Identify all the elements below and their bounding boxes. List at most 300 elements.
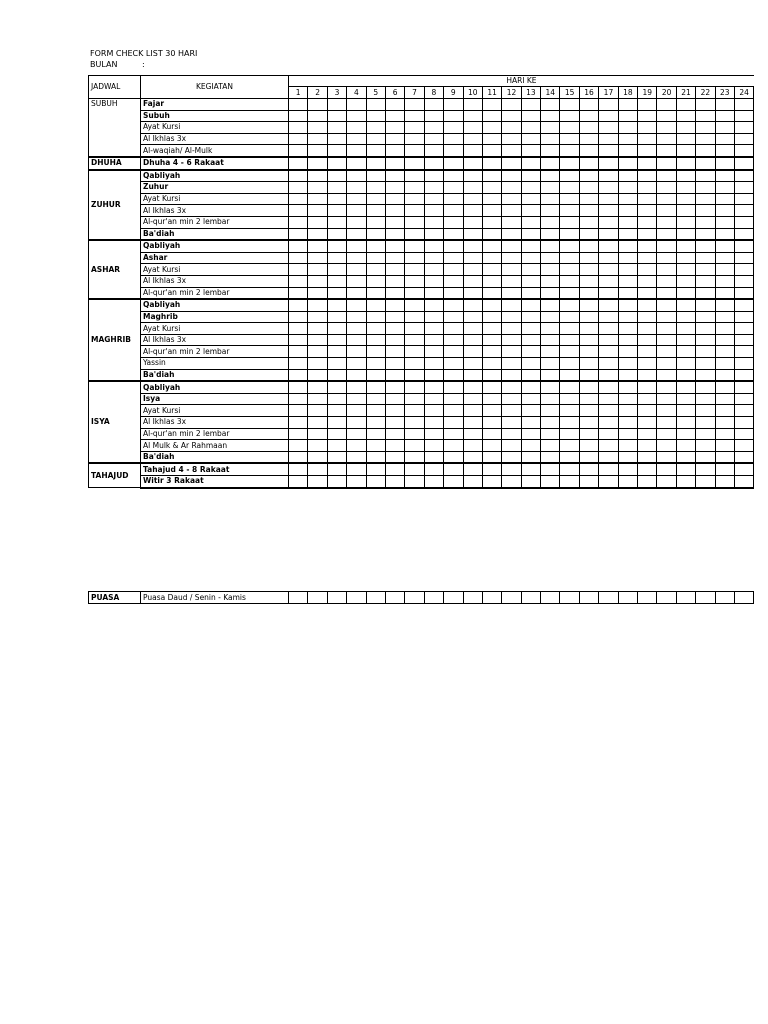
check-cell[interactable]	[463, 463, 482, 475]
check-cell[interactable]	[734, 133, 753, 145]
check-cell[interactable]	[696, 358, 715, 370]
check-cell[interactable]	[599, 252, 618, 264]
check-cell[interactable]	[657, 216, 676, 228]
check-cell[interactable]	[715, 99, 734, 111]
check-cell[interactable]	[715, 334, 734, 346]
check-cell[interactable]	[676, 240, 695, 252]
check-cell[interactable]	[366, 205, 385, 217]
check-cell[interactable]	[657, 240, 676, 252]
check-cell[interactable]	[327, 417, 346, 429]
check-cell[interactable]	[463, 323, 482, 335]
check-cell[interactable]	[502, 216, 521, 228]
check-cell[interactable]	[327, 358, 346, 370]
check-cell[interactable]	[676, 145, 695, 157]
check-cell[interactable]	[541, 205, 560, 217]
check-cell[interactable]	[618, 451, 637, 463]
check-cell[interactable]	[366, 463, 385, 475]
check-cell[interactable]	[560, 451, 579, 463]
check-cell[interactable]	[579, 275, 598, 287]
check-cell[interactable]	[366, 240, 385, 252]
check-cell[interactable]	[444, 193, 463, 205]
check-cell[interactable]	[715, 369, 734, 381]
check-cell[interactable]	[308, 133, 327, 145]
check-cell[interactable]	[424, 287, 443, 299]
check-cell[interactable]	[734, 417, 753, 429]
check-cell[interactable]	[444, 592, 463, 604]
check-cell[interactable]	[424, 440, 443, 452]
check-cell[interactable]	[638, 592, 657, 604]
check-cell[interactable]	[676, 346, 695, 358]
check-cell[interactable]	[444, 99, 463, 111]
check-cell[interactable]	[289, 110, 308, 122]
check-cell[interactable]	[638, 228, 657, 240]
check-cell[interactable]	[366, 252, 385, 264]
check-cell[interactable]	[347, 110, 366, 122]
check-cell[interactable]	[696, 451, 715, 463]
check-cell[interactable]	[385, 110, 404, 122]
check-cell[interactable]	[327, 451, 346, 463]
check-cell[interactable]	[676, 157, 695, 170]
check-cell[interactable]	[734, 228, 753, 240]
check-cell[interactable]	[579, 369, 598, 381]
check-cell[interactable]	[696, 110, 715, 122]
check-cell[interactable]	[676, 358, 695, 370]
check-cell[interactable]	[289, 157, 308, 170]
check-cell[interactable]	[327, 440, 346, 452]
check-cell[interactable]	[405, 182, 424, 194]
check-cell[interactable]	[327, 476, 346, 488]
check-cell[interactable]	[502, 99, 521, 111]
check-cell[interactable]	[599, 428, 618, 440]
check-cell[interactable]	[715, 476, 734, 488]
check-cell[interactable]	[289, 417, 308, 429]
check-cell[interactable]	[560, 311, 579, 323]
check-cell[interactable]	[463, 228, 482, 240]
check-cell[interactable]	[521, 451, 540, 463]
check-cell[interactable]	[541, 299, 560, 311]
check-cell[interactable]	[482, 369, 501, 381]
check-cell[interactable]	[327, 369, 346, 381]
check-cell[interactable]	[657, 252, 676, 264]
check-cell[interactable]	[327, 240, 346, 252]
check-cell[interactable]	[696, 393, 715, 405]
check-cell[interactable]	[327, 405, 346, 417]
check-cell[interactable]	[405, 133, 424, 145]
check-cell[interactable]	[289, 334, 308, 346]
check-cell[interactable]	[289, 405, 308, 417]
check-cell[interactable]	[638, 393, 657, 405]
check-cell[interactable]	[599, 193, 618, 205]
check-cell[interactable]	[734, 170, 753, 182]
check-cell[interactable]	[560, 252, 579, 264]
check-cell[interactable]	[638, 193, 657, 205]
check-cell[interactable]	[657, 334, 676, 346]
check-cell[interactable]	[385, 228, 404, 240]
check-cell[interactable]	[638, 334, 657, 346]
check-cell[interactable]	[541, 252, 560, 264]
check-cell[interactable]	[599, 358, 618, 370]
check-cell[interactable]	[560, 205, 579, 217]
check-cell[interactable]	[385, 346, 404, 358]
check-cell[interactable]	[560, 264, 579, 276]
check-cell[interactable]	[541, 145, 560, 157]
check-cell[interactable]	[560, 299, 579, 311]
check-cell[interactable]	[579, 393, 598, 405]
check-cell[interactable]	[482, 145, 501, 157]
check-cell[interactable]	[599, 369, 618, 381]
check-cell[interactable]	[599, 99, 618, 111]
check-cell[interactable]	[618, 133, 637, 145]
check-cell[interactable]	[599, 334, 618, 346]
check-cell[interactable]	[482, 476, 501, 488]
check-cell[interactable]	[444, 110, 463, 122]
check-cell[interactable]	[366, 170, 385, 182]
check-cell[interactable]	[327, 99, 346, 111]
check-cell[interactable]	[715, 157, 734, 170]
check-cell[interactable]	[696, 133, 715, 145]
check-cell[interactable]	[618, 157, 637, 170]
check-cell[interactable]	[463, 346, 482, 358]
check-cell[interactable]	[327, 311, 346, 323]
check-cell[interactable]	[560, 405, 579, 417]
check-cell[interactable]	[347, 463, 366, 475]
check-cell[interactable]	[657, 428, 676, 440]
check-cell[interactable]	[366, 216, 385, 228]
check-cell[interactable]	[599, 381, 618, 393]
check-cell[interactable]	[521, 311, 540, 323]
check-cell[interactable]	[289, 299, 308, 311]
check-cell[interactable]	[444, 299, 463, 311]
check-cell[interactable]	[618, 110, 637, 122]
check-cell[interactable]	[347, 287, 366, 299]
check-cell[interactable]	[541, 170, 560, 182]
check-cell[interactable]	[463, 334, 482, 346]
check-cell[interactable]	[657, 417, 676, 429]
check-cell[interactable]	[308, 463, 327, 475]
check-cell[interactable]	[696, 275, 715, 287]
check-cell[interactable]	[405, 417, 424, 429]
check-cell[interactable]	[482, 323, 501, 335]
check-cell[interactable]	[521, 393, 540, 405]
check-cell[interactable]	[308, 264, 327, 276]
check-cell[interactable]	[366, 405, 385, 417]
check-cell[interactable]	[715, 381, 734, 393]
check-cell[interactable]	[579, 157, 598, 170]
check-cell[interactable]	[405, 264, 424, 276]
check-cell[interactable]	[289, 428, 308, 440]
check-cell[interactable]	[347, 240, 366, 252]
check-cell[interactable]	[289, 133, 308, 145]
check-cell[interactable]	[521, 193, 540, 205]
check-cell[interactable]	[502, 122, 521, 134]
check-cell[interactable]	[444, 358, 463, 370]
check-cell[interactable]	[715, 463, 734, 475]
check-cell[interactable]	[366, 133, 385, 145]
check-cell[interactable]	[521, 334, 540, 346]
check-cell[interactable]	[734, 592, 753, 604]
check-cell[interactable]	[657, 299, 676, 311]
check-cell[interactable]	[657, 145, 676, 157]
check-cell[interactable]	[618, 417, 637, 429]
check-cell[interactable]	[405, 369, 424, 381]
check-cell[interactable]	[521, 133, 540, 145]
check-cell[interactable]	[405, 428, 424, 440]
check-cell[interactable]	[521, 369, 540, 381]
check-cell[interactable]	[482, 133, 501, 145]
check-cell[interactable]	[424, 299, 443, 311]
check-cell[interactable]	[482, 451, 501, 463]
check-cell[interactable]	[327, 205, 346, 217]
check-cell[interactable]	[599, 393, 618, 405]
check-cell[interactable]	[463, 99, 482, 111]
check-cell[interactable]	[579, 463, 598, 475]
check-cell[interactable]	[676, 417, 695, 429]
check-cell[interactable]	[676, 170, 695, 182]
check-cell[interactable]	[327, 287, 346, 299]
check-cell[interactable]	[638, 463, 657, 475]
check-cell[interactable]	[521, 216, 540, 228]
check-cell[interactable]	[424, 476, 443, 488]
check-cell[interactable]	[676, 110, 695, 122]
check-cell[interactable]	[618, 334, 637, 346]
check-cell[interactable]	[618, 170, 637, 182]
check-cell[interactable]	[734, 216, 753, 228]
check-cell[interactable]	[560, 145, 579, 157]
check-cell[interactable]	[560, 240, 579, 252]
check-cell[interactable]	[327, 122, 346, 134]
check-cell[interactable]	[734, 323, 753, 335]
check-cell[interactable]	[385, 405, 404, 417]
check-cell[interactable]	[327, 170, 346, 182]
check-cell[interactable]	[502, 417, 521, 429]
check-cell[interactable]	[444, 240, 463, 252]
check-cell[interactable]	[715, 228, 734, 240]
check-cell[interactable]	[715, 451, 734, 463]
check-cell[interactable]	[560, 358, 579, 370]
check-cell[interactable]	[385, 157, 404, 170]
check-cell[interactable]	[308, 334, 327, 346]
check-cell[interactable]	[657, 369, 676, 381]
check-cell[interactable]	[599, 451, 618, 463]
check-cell[interactable]	[502, 405, 521, 417]
check-cell[interactable]	[715, 252, 734, 264]
check-cell[interactable]	[734, 252, 753, 264]
check-cell[interactable]	[541, 346, 560, 358]
check-cell[interactable]	[734, 428, 753, 440]
check-cell[interactable]	[734, 182, 753, 194]
check-cell[interactable]	[405, 216, 424, 228]
check-cell[interactable]	[482, 592, 501, 604]
check-cell[interactable]	[599, 110, 618, 122]
check-cell[interactable]	[734, 240, 753, 252]
check-cell[interactable]	[463, 476, 482, 488]
check-cell[interactable]	[638, 170, 657, 182]
check-cell[interactable]	[696, 346, 715, 358]
check-cell[interactable]	[734, 193, 753, 205]
check-cell[interactable]	[405, 393, 424, 405]
check-cell[interactable]	[366, 393, 385, 405]
check-cell[interactable]	[734, 264, 753, 276]
check-cell[interactable]	[424, 182, 443, 194]
check-cell[interactable]	[715, 311, 734, 323]
check-cell[interactable]	[482, 275, 501, 287]
check-cell[interactable]	[715, 323, 734, 335]
check-cell[interactable]	[657, 476, 676, 488]
check-cell[interactable]	[308, 299, 327, 311]
check-cell[interactable]	[308, 216, 327, 228]
check-cell[interactable]	[289, 122, 308, 134]
check-cell[interactable]	[308, 428, 327, 440]
check-cell[interactable]	[599, 182, 618, 194]
check-cell[interactable]	[657, 592, 676, 604]
check-cell[interactable]	[289, 451, 308, 463]
check-cell[interactable]	[521, 346, 540, 358]
check-cell[interactable]	[444, 275, 463, 287]
check-cell[interactable]	[308, 145, 327, 157]
check-cell[interactable]	[579, 133, 598, 145]
check-cell[interactable]	[444, 463, 463, 475]
check-cell[interactable]	[327, 182, 346, 194]
check-cell[interactable]	[676, 323, 695, 335]
check-cell[interactable]	[347, 182, 366, 194]
check-cell[interactable]	[734, 440, 753, 452]
check-cell[interactable]	[599, 287, 618, 299]
check-cell[interactable]	[676, 252, 695, 264]
check-cell[interactable]	[327, 393, 346, 405]
check-cell[interactable]	[424, 133, 443, 145]
check-cell[interactable]	[618, 440, 637, 452]
check-cell[interactable]	[444, 216, 463, 228]
check-cell[interactable]	[579, 299, 598, 311]
check-cell[interactable]	[599, 145, 618, 157]
check-cell[interactable]	[676, 393, 695, 405]
check-cell[interactable]	[347, 476, 366, 488]
check-cell[interactable]	[289, 393, 308, 405]
check-cell[interactable]	[696, 99, 715, 111]
check-cell[interactable]	[385, 428, 404, 440]
check-cell[interactable]	[424, 358, 443, 370]
check-cell[interactable]	[347, 228, 366, 240]
check-cell[interactable]	[579, 216, 598, 228]
check-cell[interactable]	[502, 110, 521, 122]
check-cell[interactable]	[521, 122, 540, 134]
check-cell[interactable]	[696, 405, 715, 417]
check-cell[interactable]	[734, 334, 753, 346]
check-cell[interactable]	[541, 323, 560, 335]
check-cell[interactable]	[638, 216, 657, 228]
check-cell[interactable]	[424, 110, 443, 122]
check-cell[interactable]	[715, 193, 734, 205]
check-cell[interactable]	[463, 193, 482, 205]
check-cell[interactable]	[347, 381, 366, 393]
check-cell[interactable]	[618, 463, 637, 475]
check-cell[interactable]	[715, 405, 734, 417]
check-cell[interactable]	[327, 133, 346, 145]
check-cell[interactable]	[463, 311, 482, 323]
check-cell[interactable]	[579, 405, 598, 417]
check-cell[interactable]	[308, 440, 327, 452]
check-cell[interactable]	[482, 193, 501, 205]
check-cell[interactable]	[385, 451, 404, 463]
check-cell[interactable]	[676, 264, 695, 276]
check-cell[interactable]	[405, 193, 424, 205]
check-cell[interactable]	[521, 170, 540, 182]
check-cell[interactable]	[482, 346, 501, 358]
check-cell[interactable]	[366, 476, 385, 488]
check-cell[interactable]	[405, 440, 424, 452]
check-cell[interactable]	[734, 369, 753, 381]
check-cell[interactable]	[366, 228, 385, 240]
check-cell[interactable]	[289, 275, 308, 287]
check-cell[interactable]	[657, 311, 676, 323]
check-cell[interactable]	[347, 299, 366, 311]
check-cell[interactable]	[638, 405, 657, 417]
check-cell[interactable]	[482, 264, 501, 276]
check-cell[interactable]	[696, 264, 715, 276]
check-cell[interactable]	[521, 99, 540, 111]
check-cell[interactable]	[579, 417, 598, 429]
check-cell[interactable]	[618, 228, 637, 240]
check-cell[interactable]	[482, 228, 501, 240]
check-cell[interactable]	[560, 440, 579, 452]
check-cell[interactable]	[638, 99, 657, 111]
check-cell[interactable]	[521, 182, 540, 194]
check-cell[interactable]	[405, 346, 424, 358]
check-cell[interactable]	[289, 228, 308, 240]
check-cell[interactable]	[715, 205, 734, 217]
check-cell[interactable]	[405, 205, 424, 217]
check-cell[interactable]	[560, 110, 579, 122]
check-cell[interactable]	[696, 417, 715, 429]
check-cell[interactable]	[463, 133, 482, 145]
check-cell[interactable]	[560, 157, 579, 170]
check-cell[interactable]	[289, 145, 308, 157]
check-cell[interactable]	[696, 157, 715, 170]
check-cell[interactable]	[289, 463, 308, 475]
check-cell[interactable]	[327, 145, 346, 157]
check-cell[interactable]	[560, 417, 579, 429]
check-cell[interactable]	[638, 451, 657, 463]
check-cell[interactable]	[715, 428, 734, 440]
check-cell[interactable]	[385, 145, 404, 157]
check-cell[interactable]	[424, 323, 443, 335]
check-cell[interactable]	[734, 157, 753, 170]
check-cell[interactable]	[289, 358, 308, 370]
check-cell[interactable]	[482, 393, 501, 405]
check-cell[interactable]	[327, 252, 346, 264]
check-cell[interactable]	[405, 592, 424, 604]
check-cell[interactable]	[327, 428, 346, 440]
check-cell[interactable]	[502, 334, 521, 346]
check-cell[interactable]	[463, 592, 482, 604]
check-cell[interactable]	[405, 287, 424, 299]
check-cell[interactable]	[618, 311, 637, 323]
check-cell[interactable]	[482, 216, 501, 228]
check-cell[interactable]	[638, 275, 657, 287]
check-cell[interactable]	[657, 228, 676, 240]
check-cell[interactable]	[715, 170, 734, 182]
check-cell[interactable]	[734, 358, 753, 370]
check-cell[interactable]	[599, 122, 618, 134]
check-cell[interactable]	[715, 275, 734, 287]
check-cell[interactable]	[638, 252, 657, 264]
check-cell[interactable]	[715, 216, 734, 228]
check-cell[interactable]	[696, 145, 715, 157]
check-cell[interactable]	[502, 451, 521, 463]
check-cell[interactable]	[560, 346, 579, 358]
check-cell[interactable]	[638, 145, 657, 157]
check-cell[interactable]	[734, 476, 753, 488]
